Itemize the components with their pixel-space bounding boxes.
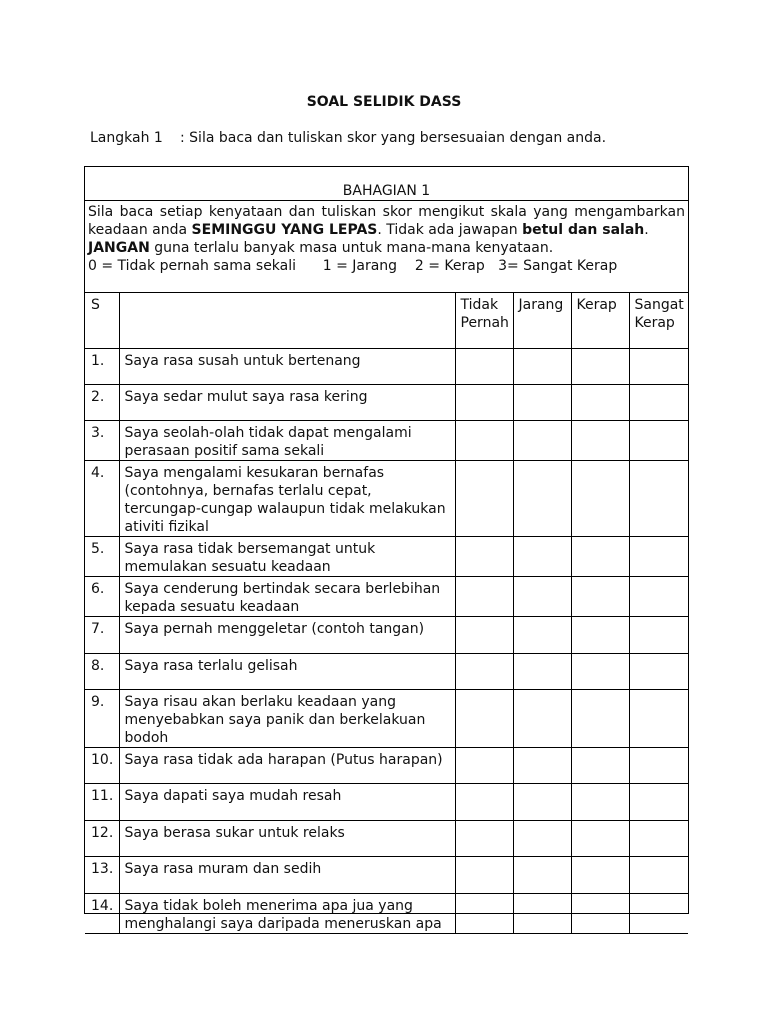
score-cell-kerap[interactable] [571, 893, 629, 933]
table-row [85, 460, 688, 536]
score-cell-kerap[interactable] [571, 576, 629, 616]
item-statement: Saya pernah menggeletar (contoh tangan) [119, 616, 455, 653]
table-row [85, 689, 688, 747]
instruction-emphasis: SEMINGGU YANG LEPAS [191, 222, 378, 238]
score-cell-kerap[interactable] [571, 653, 629, 689]
item-statement: Saya rasa terlalu gelisah [119, 653, 455, 689]
item-statement: Saya berasa sukar untuk relaks [119, 820, 455, 856]
score-cell-kerap[interactable] [571, 783, 629, 820]
step-label: Langkah 1 [90, 130, 163, 146]
item-number: 1. [85, 348, 119, 384]
score-cell-sangat-kerap[interactable] [629, 460, 688, 536]
score-cell-sangat-kerap[interactable] [629, 616, 688, 653]
score-cell-jarang[interactable] [513, 616, 571, 653]
score-cell-jarang[interactable] [513, 653, 571, 689]
score-cell-kerap[interactable] [571, 747, 629, 783]
instruction-text: . [644, 222, 649, 238]
document-title: SOAL SELIDIK DASS [306, 94, 462, 110]
item-statement: Saya dapati saya mudah resah [119, 783, 455, 820]
score-cell-sangat-kerap[interactable] [629, 689, 688, 747]
score-cell-jarang[interactable] [513, 783, 571, 820]
item-number: 9. [85, 689, 119, 747]
item-statement: Saya rasa susah untuk bertenang [119, 348, 455, 384]
item-number: 6. [85, 576, 119, 616]
table-row [85, 820, 688, 856]
score-cell-jarang[interactable] [513, 820, 571, 856]
score-cell-sangat-kerap[interactable] [629, 783, 688, 820]
item-number: 2. [85, 384, 119, 420]
item-statement: Saya cenderung bertindak secara berlebihan kepada sesuatu keadaan [119, 576, 455, 616]
score-cell-jarang[interactable] [513, 536, 571, 576]
table-row [85, 616, 688, 653]
score-cell-kerap[interactable] [571, 384, 629, 420]
score-cell-sangat-kerap[interactable] [629, 653, 688, 689]
item-number: 7. [85, 616, 119, 653]
table-row [85, 856, 688, 893]
instruction-text: . Tidak ada jawapan [377, 222, 523, 238]
step-text: : Sila baca dan tuliskan skor yang bersesuaian dengan anda. [180, 130, 607, 146]
score-cell-jarang[interactable] [513, 460, 571, 536]
score-cell-tidak-pernah[interactable] [455, 856, 513, 893]
score-cell-sangat-kerap[interactable] [629, 747, 688, 783]
instruction-text: guna terlalu banyak masa untuk mana-mana kenyataan. [149, 240, 554, 256]
item-statement: Saya mengalami kesukaran bernafas (contohnya, bernafas terlalu cepat, tercungap-cungap walaupun tidak melakukan ativiti fizikal [119, 460, 455, 536]
item-number: 10. [85, 747, 119, 783]
table-row [85, 576, 688, 616]
score-cell-sangat-kerap[interactable] [629, 384, 688, 420]
header-kerap: Kerap [571, 293, 629, 348]
score-cell-tidak-pernah[interactable] [455, 576, 513, 616]
table-row [85, 536, 688, 576]
score-cell-kerap[interactable] [571, 460, 629, 536]
score-cell-kerap[interactable] [571, 536, 629, 576]
table-row [85, 384, 688, 420]
items-table [85, 293, 688, 934]
score-cell-jarang[interactable] [513, 576, 571, 616]
header-statement [119, 293, 455, 348]
score-cell-tidak-pernah[interactable] [455, 653, 513, 689]
instruction-emphasis: JANGAN [88, 240, 150, 256]
score-cell-jarang[interactable] [513, 893, 571, 933]
table-row [85, 783, 688, 820]
score-cell-tidak-pernah[interactable] [455, 783, 513, 820]
table-row [85, 653, 688, 689]
item-number: 12. [85, 820, 119, 856]
header-row [85, 293, 688, 348]
section-title: BAHAGIAN 1 [85, 167, 688, 201]
questionnaire-table [84, 166, 689, 932]
score-cell-kerap[interactable] [571, 856, 629, 893]
score-cell-tidak-pernah[interactable] [455, 384, 513, 420]
score-cell-kerap[interactable] [571, 689, 629, 747]
header-tidak-pernah: Tidak Pernah [455, 293, 513, 348]
score-cell-sangat-kerap[interactable] [629, 893, 688, 933]
score-cell-sangat-kerap[interactable] [629, 348, 688, 384]
header-jarang: Jarang [513, 293, 571, 348]
score-cell-tidak-pernah[interactable] [455, 820, 513, 856]
score-cell-kerap[interactable] [571, 348, 629, 384]
table-row [85, 420, 688, 460]
item-number: 3. [85, 420, 119, 460]
item-number: 14. [85, 893, 119, 933]
rating-scale: 0 = Tidak pernah sama sekali 1 = Jarang 2 = Kerap 3= Sangat Kerap [88, 258, 618, 274]
item-statement: Saya sedar mulut saya rasa kering [119, 384, 455, 420]
score-cell-sangat-kerap[interactable] [629, 820, 688, 856]
instruction-text: Sila baca setiap kenyataan dan tuliskan skor mengikut skala yang mengambarkan keadaan anda [88, 204, 685, 238]
score-cell-tidak-pernah[interactable] [455, 460, 513, 536]
score-cell-tidak-pernah[interactable] [455, 420, 513, 460]
step-instruction [90, 130, 606, 146]
item-statement: Saya rasa tidak bersemangat untuk memulakan sesuatu keadaan [119, 536, 455, 576]
item-statement: Saya seolah-olah tidak dapat mengalami perasaan positif sama sekali [119, 420, 455, 460]
table-row [85, 747, 688, 783]
score-cell-jarang[interactable] [513, 747, 571, 783]
item-number: 4. [85, 460, 119, 536]
score-cell-sangat-kerap[interactable] [629, 576, 688, 616]
table-row [85, 893, 688, 933]
score-cell-jarang[interactable] [513, 856, 571, 893]
item-statement: Saya risau akan berlaku keadaan yang menyebabkan saya panik dan berkelakuan bodoh [119, 689, 455, 747]
score-cell-tidak-pernah[interactable] [455, 747, 513, 783]
item-number: 8. [85, 653, 119, 689]
score-cell-jarang[interactable] [513, 348, 571, 384]
header-sangat-kerap: Sangat Kerap [629, 293, 688, 348]
section-instructions [85, 201, 688, 293]
item-number: 13. [85, 856, 119, 893]
score-cell-tidak-pernah[interactable] [455, 689, 513, 747]
item-number: 11. [85, 783, 119, 820]
item-number: 5. [85, 536, 119, 576]
score-cell-tidak-pernah[interactable] [455, 348, 513, 384]
score-cell-kerap[interactable] [571, 420, 629, 460]
table-row [85, 348, 688, 384]
score-cell-sangat-kerap[interactable] [629, 856, 688, 893]
item-statement: Saya tidak boleh menerima apa jua yang menghalangi saya daripada meneruskan apa [119, 893, 455, 933]
score-cell-jarang[interactable] [513, 689, 571, 747]
item-statement: Saya rasa tidak ada harapan (Putus harapan) [119, 747, 455, 783]
score-cell-jarang[interactable] [513, 420, 571, 460]
score-cell-tidak-pernah[interactable] [455, 616, 513, 653]
score-cell-jarang[interactable] [513, 384, 571, 420]
score-cell-tidak-pernah[interactable] [455, 893, 513, 933]
header-num: S [85, 293, 119, 348]
instruction-emphasis: betul dan salah [522, 222, 645, 238]
item-statement: Saya rasa muram dan sedih [119, 856, 455, 893]
score-cell-sangat-kerap[interactable] [629, 536, 688, 576]
score-cell-sangat-kerap[interactable] [629, 420, 688, 460]
score-cell-tidak-pernah[interactable] [455, 536, 513, 576]
score-cell-kerap[interactable] [571, 616, 629, 653]
score-cell-kerap[interactable] [571, 820, 629, 856]
